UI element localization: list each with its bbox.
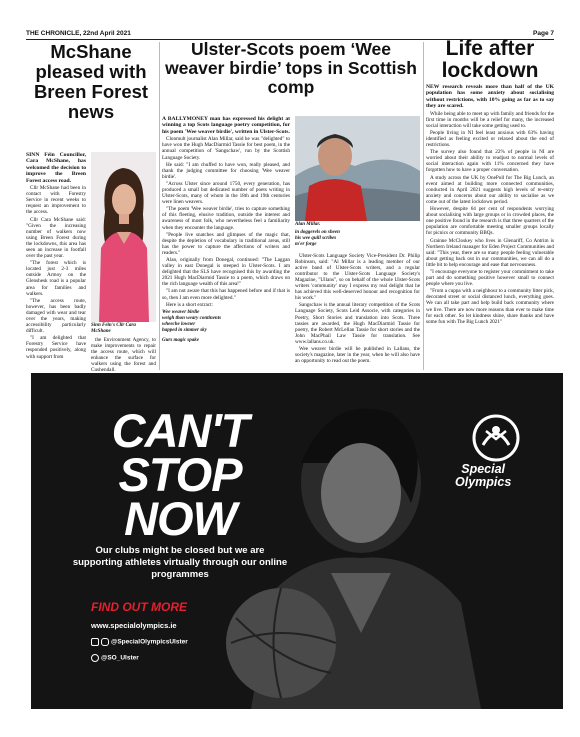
- page-number: Page 7: [533, 30, 554, 37]
- website-link[interactable]: www.specialolympics.ie: [91, 621, 177, 630]
- center-para-5: "People live snatches and glimpses of the magic that, despite the depletion of vocabulary in traditional areas, still has the power to capture the affections of writers and readers.": [162, 231, 290, 256]
- left-cont-1: the Environment Agency, to make improvements to repair the access route, which will enhance the surface for walkers using the forest and Cushendall.: [91, 337, 156, 374]
- right-para-3: The survey also found that 22% of people in NI are worried about their ability to readjust to normal levels of social interaction again with 11% concerned they have forgotten how to have a proper conversation.: [426, 149, 554, 174]
- extract-line: wheeche lowner: [162, 322, 196, 328]
- facebook-icon: [91, 638, 99, 646]
- special-olympics-logo-icon: [471, 413, 521, 463]
- social-twitter[interactable]: [91, 654, 139, 662]
- wordmark-line: Special: [461, 462, 506, 476]
- right-headline: Life after lockdown: [441, 37, 539, 82]
- center-story: [162, 40, 420, 372]
- right-para-2: People living in NI feel least anxious with 63% having identified as feeling excited or relaxed about the end of restrictions.: [426, 129, 554, 149]
- right-para-1: While being able to meet up with family and friends for the first time in months will be a relief for many, the increased social interaction will take some getting used to.: [426, 110, 554, 129]
- right-para-6: Grainne McCloskey who lives in Glenariff, Co Antrim is Northern Ireland manager for Eden Project Communities and said: "This year, there are so many people feeling vulnerable about getting back out in our communities, we can all do a little bit to help encourage and ease that nervousness.: [426, 237, 554, 268]
- facebook-handle: @SpecialOlympicsUlster: [111, 638, 188, 646]
- social-facebook-instagram[interactable]: [91, 638, 188, 646]
- center-right-para-2: Sangschaw is the annual literary competition of the Scots Language Society, Scots Leid Associe, with categories in Poetry, Short Stories and translation into Scots. Three tassies are awarded, the Hugh MacDiarmid Tassie for poetry, the Robert McLellan Tassie for short stories and the John MacPhail Law Tassie for translation. See www.lallans.co.uk.: [295, 302, 420, 345]
- left-para-2: Cllr Cara McShane said: "Given the increasing number of walkers now using Breen Forest during the lockdowns, this area has seen an increase in footfall over the past year.: [26, 216, 86, 260]
- ad-headline-line: STOP: [118, 448, 242, 501]
- ad-subtitle: Our clubs might be closed but we are supporting athletes virtually through our online programmes: [72, 545, 288, 580]
- left-headline: McShane pleased with Breen Forest news: [33, 41, 149, 122]
- left-para-3: "The forest which is located just 2-3 miles outside Armoy on the Glenshesk road is a popular area for families and walkers.: [26, 260, 86, 297]
- left-story: [26, 41, 156, 374]
- right-story: [426, 38, 554, 372]
- twitter-handle: @SO_Ulster: [101, 654, 139, 662]
- ad-headline-line: CAN'T: [111, 404, 249, 457]
- extract-line: in doggerels on sheen: [295, 230, 340, 235]
- poem-extract: [162, 310, 290, 344]
- special-olympics-ad: [31, 373, 563, 709]
- right-para-4: A study across the UK by OnePoll for The Big Lunch, an event aimed at building more connected communities, conducted in April 2021 suggests high levels of re-entry anxiety and concerns about our ability to socialise as we come out of the latest lockdown period.: [426, 174, 554, 205]
- center-para-2: He said: "I am chuffed to have won, really pleased, and thank the judging committee for choosing 'Wee weaver birdie'.: [162, 161, 290, 180]
- center-para-8: Here is a short extract:: [166, 301, 213, 308]
- left-lead: SINN Féin Councillor, Cara McShane, has welcomed the decision to improve the Breen Forest access road.: [26, 152, 86, 184]
- twitter-icon: [91, 654, 99, 662]
- ad-headline-line: NOW: [124, 492, 236, 545]
- right-para-7: "I encourage everyone to register your commitment to take part and do something positive however small to connect people where you live.: [426, 268, 554, 288]
- councillor-photo: [91, 152, 156, 322]
- center-para-1: Clonmult journalist Alan Millar, said he was "delighted" to have won the Hugh MacDiarmid Tassie for best poem, in the annual competition of 'Sangschaw', run by the Scottish Language Society.: [162, 136, 290, 161]
- center-para-4: "The poem 'Wee weaver birdie', tries to capture something of this fleeting, elusive tradition, outside the interest and awareness of most folk, who nevertheless feel a familiarity when they encounter the language.: [162, 206, 290, 231]
- center-para-7: "I am not aware that this has happened before and if that is so, then I am even more delighted.": [162, 288, 290, 301]
- column-rule: [423, 42, 424, 370]
- center-lead: A BALLYMONEY man has expressed his delight at winning a top Scots language poetry competition, for his poem 'Wee weaver birdie', written in Ulster-Scots.: [162, 116, 290, 135]
- extract-line: his wee quill scribes: [295, 236, 337, 242]
- instagram-icon: [101, 638, 109, 646]
- center-right-para-3: Wee weaver birdie will be published in Lallans, the society's magazine, later in the year, when he will also have an opportunity to read out the poem.: [295, 346, 420, 365]
- extract-line: Gurs magic spake: [162, 337, 199, 343]
- publication-date: THE CHRONICLE, 22nd April 2021: [26, 30, 131, 37]
- center-headline: Ulster-Scots poem ‘Wee weaver birdie’ tops in Scottish comp: [165, 39, 417, 97]
- extract-line: happed in simmer sky: [162, 328, 207, 334]
- alan-millar-photo: [295, 116, 420, 221]
- right-para-5: However, despite 64 per cent of respondents worrying about socialising with large groups or in crowded places, the one positive found in the research is that three quarters of the population are comfortable meeting smaller groups locally for picnics or community BBQs.: [426, 206, 554, 237]
- special-olympics-wordmark: [455, 463, 511, 489]
- right-lead: NEW research reveals more than half of the UK population has some anxiety about socialising without restrictions, with 10% going as far as to say they are scared.: [426, 84, 554, 110]
- center-para-6: Alan, originally from Donegal, continued: "The Laggan valley in east Donegal is steeped in Ulster-Scots. I am delighted that the SLS have recognised this by awarding the 2021 Hugh MacDiarmid Tassie to a poem, which draws on the rich language wealth of this area!": [162, 257, 290, 288]
- poem-extract-2: [295, 230, 420, 249]
- extract-line: Wee weaver birdie: [162, 309, 200, 315]
- left-para-4: "The access route, however, has been badly damaged with wear and tear over the years, making accessibility particularly difficult.: [26, 297, 86, 335]
- right-para-8: "From a cuppa with a neighbour to a community litter pick, decorated street or social distanced lunch, everything goes. We can all take part and help build back community where we live. There are now more reasons than ever to make time for each other. So let kindness shine, share thanks and have some fun with The Big Lunch 2021": [426, 288, 554, 325]
- left-para-5: "I am delighted that Forestry Service have responded positively, along with support from: [26, 335, 86, 360]
- extract-line: weigh thon weary continents: [162, 315, 222, 321]
- find-out-more-link[interactable]: FIND OUT MORE: [91, 600, 187, 614]
- councillor-photo-caption: Sinn Féin's Cllr Cara McShane: [91, 323, 136, 334]
- left-para-1: Cllr McShane had been in contact with Forestry Service in recent weeks to request an improvement to the access.: [26, 185, 86, 216]
- center-para-3: "Across Ulster since around 1750, every generation, has produced a small but dedicated number of poets writing in Ulster-Scots, many of whom in the 18th and 19th centuries were linen weavers.: [162, 180, 290, 206]
- extract-line: m'er forge: [295, 242, 317, 248]
- column-rule: [159, 42, 160, 370]
- wordmark-line: Olympics: [455, 475, 512, 489]
- alan-millar-caption: Alan Millar.: [295, 222, 321, 227]
- center-right-para-1: Ulster-Scots Language Society Vice-President Dr. Philip Robinson, said: "Al Millar is a leading member of our active band of Ulster-Scots writers, and a regular contributor to the Ulster-Scots Language Society's Magazine, "Ullans", so on behalf of the whole Ulster-Scots writers 'community' may I express my real delight that he has achieved this well-deserved honour and recognition for his work.": [295, 252, 420, 302]
- ad-headline: [75, 404, 285, 545]
